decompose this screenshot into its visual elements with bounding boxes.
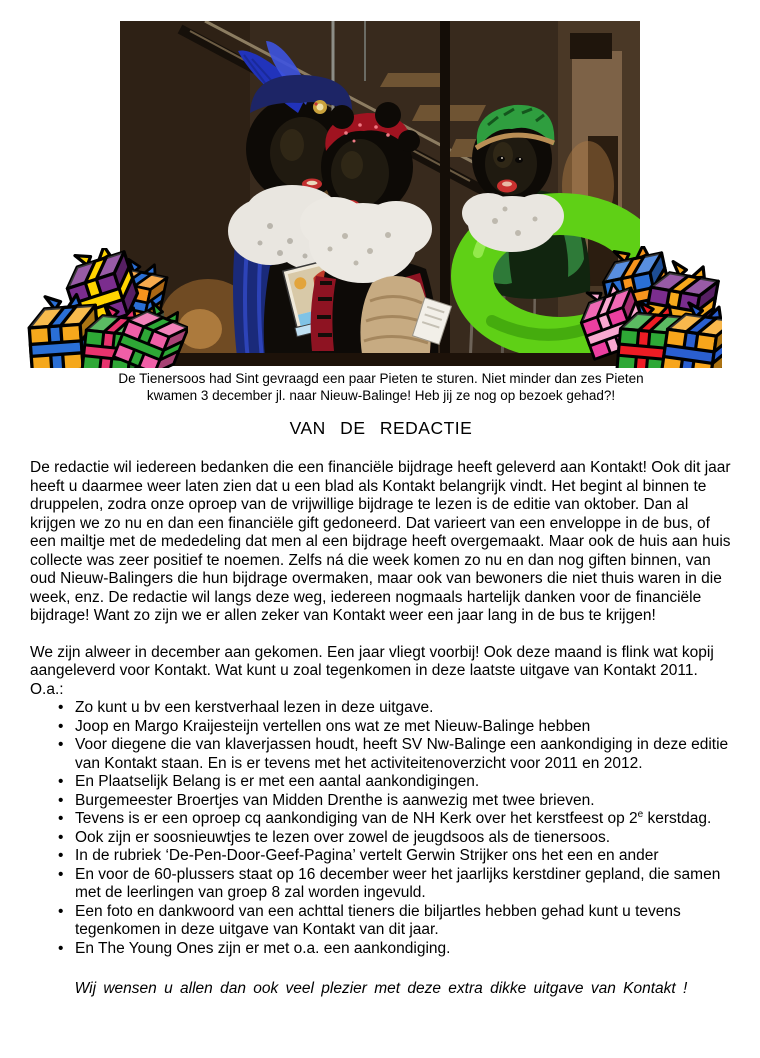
paragraph-december: We zijn alweer in december aan gekomen. Een jaar vliegt voorbij! Ook deze maand is flink wat kopij aangeleverd voor Kontakt. Wat kunt u zoal tegenkomen in deze laatste uitgave van Kontakt 2011. O.a.: (30, 643, 714, 698)
photo-caption (30, 370, 732, 404)
list-item: • Een foto en dankwoord van een achttal tieners die biljartles hebben gehad kunt u tevens tegenkomen in deze uitgave van Kontakt van dit jaar. (75, 903, 732, 940)
closing-line: Wij wensen u allen dan ook veel plezier met deze extra dikke uitgave van Kontakt ! (74, 980, 688, 997)
list-item: • Tevens is er een oproep cq aankondiging van de NH Kerk over het kerstfeest op 2e kerstdag. (75, 810, 732, 829)
content-list (30, 699, 732, 958)
section-title: VAN DE REDACTIE (289, 418, 473, 438)
list-item: • En voor de 60-plussers staat op 16 december weer het jaarlijks kerstdiner gepland, die samen met de leerlingen van groep 8 zal worden ingevuld. (75, 866, 732, 903)
list-item: • Zo kunt u bv een kerstverhaal lezen in deze uitgave. (75, 699, 732, 718)
list-item: • En Plaatselijk Belang is er met een aantal aankondigingen. (75, 773, 732, 792)
superscript: e (637, 808, 644, 820)
paragraph-thanks: De redactie wil iedereen bedanken die een financiële bijdrage heeft geleverd aan Kontakt! Ook dit jaar heeft u daarmee weer laten zien dat u een blad als Kontakt belangrijk vindt. Het begint al binnen te druppelen, zodra onze oproep van de vrijwillige bijdrage te lezen is de editie van oktober. Dan al krijgen we zo nu en dan een financiële gift gedoneerd. Dat varieert van een enveloppe in de bus, of een mailtje met de mededeling dat men al een bijdrage heeft overgemaakt. Maar ook de huis aan huis collecte was zeer positief te noemen. Zelfs ná die week komen zo nu en dan nog giften binnen, van oud Nieuw-Balingers die hun bijdrage overmaken, maar ook van bewoners die niet thuis waren in die week, enz. De redactie wil langs deze weg, iedereen nogmaals hartelijk danken voor de financiële bijdrage! Want zo zijn we er allen zeker van Kontakt weer een jaar lang in de bus te krijgen! (30, 459, 731, 624)
list-item: • Joop en Margo Kraijesteijn vertellen ons wat ze met Nieuw-Balinge hebben (75, 718, 732, 737)
caption-line: kwamen 3 december jl. naar Nieuw-Balinge! Heb jij ze nog op bezoek gehad?! (146, 388, 616, 403)
list-item: • In de rubriek ‘De-Pen-Door-Geef-Pagina’ vertelt Gerwin Strijker ons het een en ander (75, 847, 732, 866)
list-item: • En The Young Ones zijn er met o.a. een aankondiging. (75, 940, 732, 959)
list-item: • Voor diegene die van klaverjassen houdt, heeft SV Nw-Balinge een aankondiging in deze editie van Kontakt staan. En is er tevens met het activiteitenoverzicht voor 2011 en 2012. (75, 736, 732, 773)
list-item: • Ook zijn er soosnieuwtjes te lezen over zowel de jeugdsoos als de tienersoos. (75, 829, 732, 848)
caption-line: De Tienersoos had Sint gevraagd een paar Pieten te sturen. Niet minder dan zes Pieten (118, 371, 644, 386)
list-item: • Burgemeester Broertjes van Midden Drenthe is aanwezig met twee brieven. (75, 792, 732, 811)
